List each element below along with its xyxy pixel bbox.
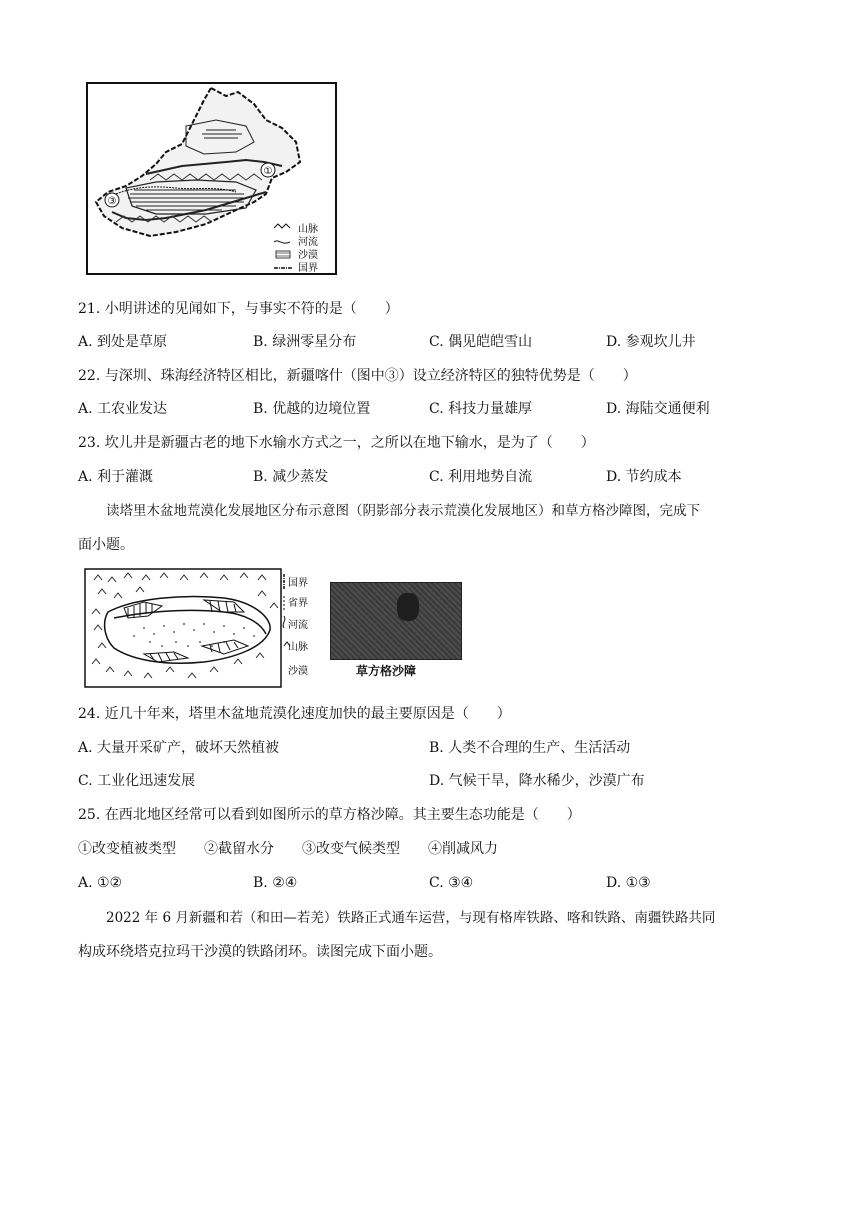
q23-option-a[interactable]: A. 利于灌溉 xyxy=(78,469,154,485)
q25-option-d[interactable]: D. ①③ xyxy=(606,875,651,891)
q21-option-b[interactable]: B. 绿洲零星分布 xyxy=(253,334,357,350)
legend2-mountain: 山脉 xyxy=(288,642,308,653)
q22-option-b[interactable]: B. 优越的边境位置 xyxy=(253,401,371,417)
intro2-line1: 读塔里木盆地荒漠化发展地区分布示意图（阴影部分表示荒漠化发展地区）和草方格沙障图，完成下 xyxy=(106,503,700,519)
map-label-1: ① xyxy=(263,166,273,177)
map-label-3: ③ xyxy=(107,196,117,207)
tarim-basin-map xyxy=(84,568,306,690)
q24-option-c[interactable]: C. 工业化迅速发展 xyxy=(78,773,196,789)
sand-barrier-photo xyxy=(330,582,462,660)
intro3-line1: 2022 年 6 月新疆和若（和田—若羌）铁路正式通车运营，与现有格库铁路、喀和铁路、南疆铁路共同 xyxy=(106,910,716,926)
q25-option-b[interactable]: B. ②④ xyxy=(253,875,298,891)
xinjiang-map xyxy=(86,82,338,276)
q23-option-c[interactable]: C. 利用地势自流 xyxy=(429,469,533,485)
legend-border: 国界 xyxy=(298,263,318,274)
q25-stem: 25. 在西北地区经常可以看到如图所示的草方格沙障。其主要生态功能是（ ） xyxy=(78,807,581,823)
photo-dark-patch xyxy=(397,593,419,621)
q22-stem: 22. 与深圳、珠海经济特区相比，新疆喀什（图中③）设立经济特区的独特优势是（ ） xyxy=(78,368,637,384)
q22-option-a[interactable]: A. 工农业发达 xyxy=(78,401,168,417)
tarim-map-legend xyxy=(282,572,312,682)
xinjiang-map-figure xyxy=(86,82,338,276)
q25-option-c[interactable]: C. ③④ xyxy=(429,875,474,891)
legend-river: 河流 xyxy=(298,237,318,248)
q21-option-c[interactable]: C. 偶见皑皑雪山 xyxy=(429,334,533,350)
q21-option-a[interactable]: A. 到处是草原 xyxy=(78,334,168,350)
q24-option-b[interactable]: B. 人类不合理的生产、生活活动 xyxy=(429,740,631,756)
q21-option-d[interactable]: D. 参观坎儿井 xyxy=(606,334,696,350)
q24-stem: 24. 近几十年来，塔里木盆地荒漠化速度加快的最主要原因是（ ） xyxy=(78,706,511,722)
legend-mountain: 山脉 xyxy=(298,224,318,235)
legend2-province: 省界 xyxy=(288,598,308,609)
tarim-map-figure xyxy=(84,568,306,690)
q23-option-d[interactable]: D. 节约成本 xyxy=(606,469,682,485)
q23-option-b[interactable]: B. 减少蒸发 xyxy=(253,469,329,485)
q23-stem: 23. 坎儿井是新疆古老的地下水输水方式之一，之所以在地下输水，是为了（ ） xyxy=(78,435,595,451)
q25-option-a[interactable]: A. ①② xyxy=(78,875,123,891)
legend-desert: 沙漠 xyxy=(298,250,318,261)
intro3-line2: 构成环绕塔克拉玛干沙漠的铁路闭环。读图完成下面小题。 xyxy=(78,944,442,960)
q22-option-d[interactable]: D. 海陆交通便利 xyxy=(606,401,710,417)
legend2-desert: 沙漠 xyxy=(288,666,308,677)
q22-option-c[interactable]: C. 科技力量雄厚 xyxy=(429,401,533,417)
sand-barrier-caption: 草方格沙障 xyxy=(356,664,417,678)
legend2-border: 国界 xyxy=(288,578,308,589)
legend2-river: 河流 xyxy=(288,620,308,631)
q21-stem: 21. 小明讲述的见闻如下，与事实不符的是（ ） xyxy=(78,301,399,317)
q24-option-a[interactable]: A. 大量开采矿产，破坏天然植被 xyxy=(78,740,280,756)
q24-option-d[interactable]: D. 气候干旱，降水稀少，沙漠广布 xyxy=(429,773,645,789)
q25-items: ①改变植被类型 ②截留水分 ③改变气候类型 ④削减风力 xyxy=(78,841,498,857)
intro2-line2: 面小题。 xyxy=(78,537,134,553)
